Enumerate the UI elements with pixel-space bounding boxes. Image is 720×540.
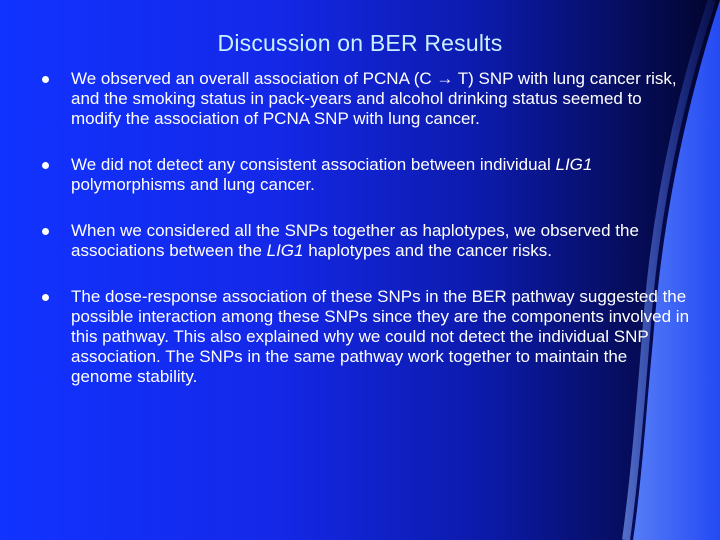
bullet-text (71, 69, 677, 128)
bullet-item (40, 221, 690, 261)
bullet-text (71, 287, 689, 386)
bullet-text-run: When we considered all the SNPs together as haplotypes, we observed the associations between the (71, 221, 639, 260)
bullet-text-run: We observed an overall association of PCNA (C (71, 69, 437, 88)
slide-title: Discussion on BER Results (217, 30, 503, 56)
bullet-text-run: T) SNP with lung cancer risk, and the smoking status in pack-years and alcohol drinking status seemed to modify the association of PCNA SNP with lung cancer. (71, 69, 677, 128)
bullet-text-run: We did not detect any consistent association between individual (71, 155, 556, 174)
bullet-list (40, 69, 690, 387)
bullet-text (71, 155, 592, 194)
bullet-text-run: haplotypes and the cancer risks. (303, 241, 553, 260)
bullet-dot-icon (42, 76, 49, 83)
bullet-dot-icon (42, 228, 49, 235)
bullet-dot-icon (42, 294, 49, 301)
bullet-text-run: polymorphisms and lung cancer. (71, 175, 315, 194)
bullet-item (40, 287, 690, 387)
bullet-text-run: The dose-response association of these SNPs in the BER pathway suggested the possible interaction among these SNPs since they are the components involved in this pathway. This also explained why we could not detect the individual SNP association. The SNPs in the same pathway work together to maintain the genome stability. (71, 287, 690, 386)
arrow-icon: → (436, 69, 454, 88)
bullet-text (71, 221, 639, 260)
gene-name-italic: LIG1 (555, 155, 593, 174)
bullet-item (40, 69, 690, 129)
bullet-item (40, 155, 690, 195)
bullet-dot-icon (42, 162, 49, 169)
gene-name-italic: LIG1 (266, 241, 304, 260)
